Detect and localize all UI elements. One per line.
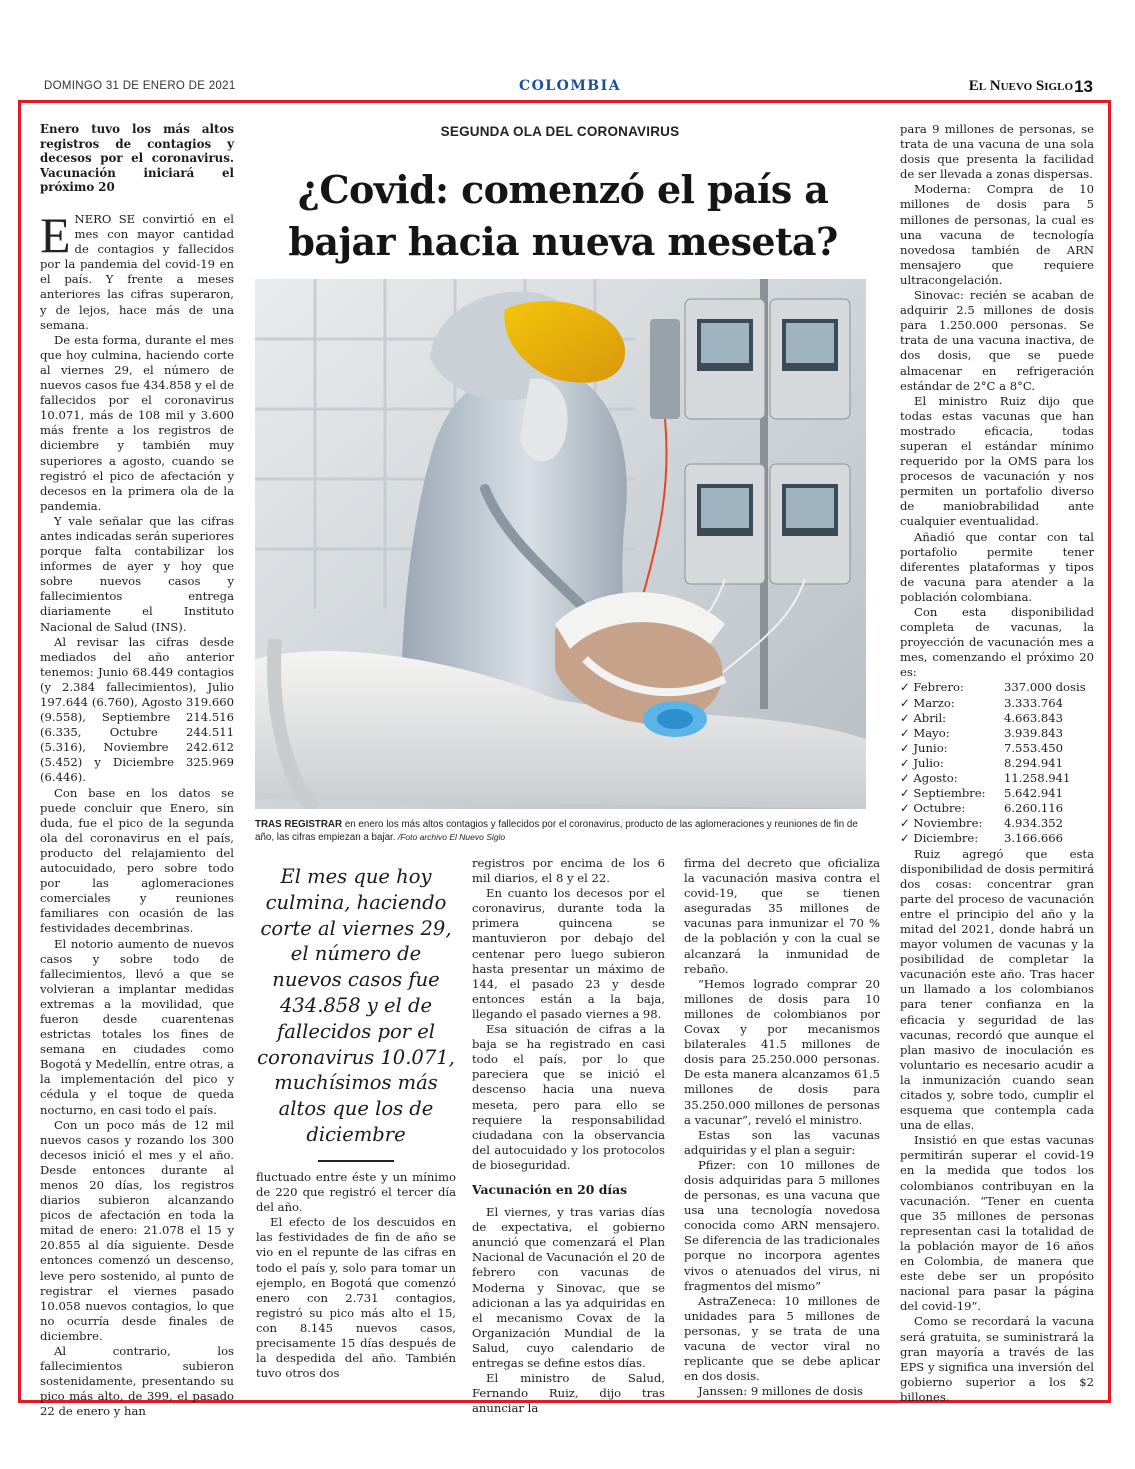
paragraph: “Hemos logrado comprar 20 millones de dosis para 10 millones de colombianos por Covax y por mecanismos bilaterales 41.5 millones de dosis para 25.250.000 personas. De esta manera alcanzamos 61.5 millones de dosis para 35.250.000 millones de personas a vacunar”, reveló el ministro. [684, 976, 880, 1127]
paragraph: El viernes, y tras varias días de expectativa, el gobierno anunció que comenzará el Plan Nacional de Vacunación el 20 de febrero con vacunas de Moderna y Sinovac, que se adicionan a las ya adquiridas en el mecanismo Covax de la Organización Mundial de la Salud, cuyo calendario de entregas se define estos días. [472, 1205, 665, 1370]
article-headline [258, 164, 868, 268]
schedule-row [900, 741, 1094, 756]
schedule-doses: 3.166.666 [1004, 831, 1064, 846]
schedule-row [900, 801, 1094, 816]
schedule-doses: 5.642.941 [1004, 786, 1064, 801]
pull-quote: El mes que hoy culmina, haciendo corte al viernes 29, el número de nuevos casos fue 434.858 y el de fallecidos por el coronavirus 10.071, muchísimos más altos que los de diciembre [257, 865, 455, 1146]
schedule-row [900, 831, 1094, 846]
schedule-doses: 8.294.941 [1004, 755, 1064, 770]
caption-text: en enero los más altos contagios y fallecidos por el coronavirus, producto de las aglomeraciones y reuniones de fin de año, las cifras empiezan a bajar. [255, 819, 858, 843]
schedule-month: ✓ Junio: [900, 740, 948, 755]
icu-photo-illustration [255, 279, 866, 809]
headline-line-2: bajar hacia nueva meseta? [288, 219, 838, 264]
caption-lead: TRAS REGISTRAR [255, 819, 343, 830]
schedule-month: ✓ Abril: [900, 710, 947, 725]
schedule-row [900, 711, 1094, 726]
schedule-month: ✓ Diciembre: [900, 831, 979, 846]
paragraph: firma del decreto que oficializa la vacunación masiva contra el covid-19, que se tienen aseguradas 35 millones de vacunas para inmunizar el 70 % de la población y con la cual se alcanzará la inmunidad de rebaño. [684, 856, 880, 976]
schedule-row [900, 696, 1094, 711]
paragraph: Al contrario, los fallecimientos subieron sostenidamente, presentando su pico más alto, de 399, el pasado 22 de enero y han [40, 1344, 234, 1419]
paragraph: El efecto de los descuidos en las festividades de fin de año se vio en el repunte de las cifras en todo el país y, solo para tomar un ejemplo, en Bogotá que comenzó enero con 2.731 contagios, registró su pico más alto el 15, con 8.145 nuevos casos, precisamente 15 días después de la despedida del año. También tuvo otros dos [256, 1215, 456, 1381]
schedule-row [900, 680, 1094, 695]
paragraph: Ruiz agregó que esta disponibilidad de dosis permitirá dos cosas: concentrar gran parte del proceso de vacunación entre el principio del año y la mitad del 2021, donde habrá un mayor volumen de vacunas y la posibilidad de completar la vacunación este año. Tras hacer un llamado a los colombianos para tener confianza en la eficacia y seguridad de las vacunas, recordó que aunque el plan masivo de inoculación es voluntario es necesario acudir a la inmunización cuando sean citados y, sobre todo, cumplir el esquema que contempla cada una de ellas. [900, 846, 1094, 1133]
paragraph: Con esta disponibilidad completa de vacunas, la proyección de vacunación mes a mes, comenzando el próximo 20 es: [900, 605, 1094, 680]
paragraph: Con un poco más de 12 mil nuevos casos y rozando los 300 decesos inició el mes y el año. Desde entonces durante al menos 20 días, los registros diarios subieron alcanzando picos de afectación en toda la mitad de enero: 21.078 el 15 y 20.855 al día siguiente. Desde entonces comenzó un descenso, leve pero sostenido, al punto de registrar el viernes pasado 10.058 nuevos contagios, lo que no ocurría desde finales de diciembre. [40, 1117, 234, 1343]
article-column-3 [472, 856, 665, 1416]
paragraph: Y vale señalar que las cifras antes indicadas serán superiores porque falta contabilizar los informes de ayer y hoy que sobre nuevos casos y fallecimientos entrega diariamente el Instituto Nacional de Salud (INS). [40, 513, 234, 634]
article-column-5 [900, 122, 1094, 1405]
schedule-month: ✓ Febrero: [900, 680, 964, 695]
paragraph: El ministro Ruiz dijo que todas estas vacunas que han mostrado eficacia, todas superan el estándar mínimo requerido por la OMS para los procesos de vacunación y nos permiten un portafolio diverso de maniobrabilidad ante cualquier eventualidad. [900, 393, 1094, 529]
schedule-doses: 3.333.764 [1004, 695, 1064, 710]
paragraph: De esta forma, durante el mes que hoy culmina, haciendo corte al viernes 29, el número de nuevos casos fue 434.858 y el de fallecidos por el coronavirus 10.071, más de 108 mil y 3.600 más frente a los registros de diciembre y también muy superiores a agosto, cuando se registró el pico de afectación y decesos en la primera ola de la pandemia. [40, 332, 234, 513]
article-column-1 [40, 207, 234, 1420]
section-name: COLOMBIA [518, 78, 622, 94]
schedule-doses: 4.934.352 [1004, 816, 1064, 831]
schedule-doses: 7.553.450 [1004, 740, 1064, 755]
paragraph: registros por encima de los 6 mil diarios, el 8 y el 22. [472, 856, 665, 886]
schedule-row [900, 726, 1094, 741]
paragraph: AstraZeneca: 10 millones de unidades para 5 millones de personas, y se trata de una vacuna de vector viral no replicante que se debe aplicar en dos dosis. [684, 1293, 880, 1384]
paragraph: Como se recordará la vacuna será gratuita, se suministrará la gran mayoría a través de las EPS y significa una inversión del gobierno superior a los $2 billones. [900, 1314, 1094, 1404]
paragraph: para 9 millones de personas, se trata de una vacuna de una sola dosis que presenta la facilidad de ser llevada a zonas dispersas. [900, 122, 1094, 182]
paragraph: ENERO SE convirtió en el mes con mayor cantidad de contagios y fallecidos por la pandemia del covid-19 en el país. Y frente a meses anteriores las cifras superaron, y de lejos, hace más de una semana. [40, 207, 234, 332]
paragraph: Al revisar las cifras desde mediados del año anterior tenemos: Junio 68.449 contagios (y 2.384 fallecimientos), Julio 197.644 (6.760), Agosto 319.660 (9.558), Septiembre 214.516 (6.335, Octubre 244.511 (5.316), Noviembre 242.612 (5.452) y Diciembre 325.969 (6.446). [40, 634, 234, 785]
pull-quote-divider [318, 1160, 394, 1162]
paragraph: Sinovac: recién se acaban de adquirir 2.5 millones de dosis para 1.250.000 personas. Se trata de una vacuna inactiva, de dos dosis, que se puede almacenar en refrigeración estándar de 2°C a 8°C. [900, 288, 1094, 393]
schedule-doses: 337.000 dosis [1004, 680, 1086, 695]
page-number: 13 [1074, 77, 1093, 96]
section-subhead: Vacunación en 20 días [472, 1181, 628, 1197]
schedule-month: ✓ Marzo: [900, 695, 955, 710]
paragraph: Pfizer: con 10 millones de dosis adquiridas para 5 millones de personas, es una vacuna que usa una tecnología novedosa conocida como ARN mensajero. Se diferencia de las tradicionales porque no incorpora agentes vivos o atenuados del virus, ni fragmentos del mismo” [684, 1157, 880, 1293]
article-lead: Enero tuvo los más altos registros de contagios y decesos por el coronavirus. Vacunación iniciará el próximo 20 [40, 122, 234, 195]
schedule-month: ✓ Septiembre: [900, 786, 986, 801]
schedule-month: ✓ Mayo: [900, 725, 950, 740]
schedule-doses: 6.260.116 [1004, 801, 1064, 816]
paragraph: El notorio aumento de nuevos casos y sobre todo de fallecimientos, llevó a que se volvieran a implantar medidas extremas a la movilidad, que fueron desde cuarentenas estrictas totales los fines de semana en ciudades como Bogotá y Medellín, entre otras, a la implementación del pico y cédula y el toque de queda nocturno, en casi todo el país. [40, 936, 234, 1117]
paragraph: Insistió en que estas vacunas permitirán superar el covid-19 en la medida que todos los colombianos contribuyan en la vacunación. “Tener en cuenta que 35 millones de personas representan casi la totalidad de la población mayor de 16 años en Colombia, de manera que este debe ser un propósito nacional para pasar la página del covid-19”. [900, 1133, 1094, 1314]
paragraph: Moderna: Compra de 10 millones de dosis para 5 millones de personas, la cual es una vacuna de tecnología novedosa también de ARN mensajero que requiere ultracongelación. [900, 182, 1094, 287]
schedule-row [900, 786, 1094, 801]
schedule-month: ✓ Agosto: [900, 771, 958, 786]
schedule-row [900, 756, 1094, 771]
newspaper-name: El Nuevo Siglo [968, 78, 1073, 94]
paragraph: En cuanto los decesos por el coronavirus, durante toda la primera quincena se mantuvieron por debajo del centenar pero luego subieron hasta presentar un máximo de 144, el pasado 23 y desde entonces están a la baja, llegando el pasado viernes a 98. [472, 886, 665, 1021]
article-photo [255, 279, 866, 809]
article-column-4 [684, 856, 880, 1399]
schedule-month: ✓ Julio: [900, 755, 944, 770]
paragraph: El ministro de Salud, Fernando Ruiz, dijo tras anunciar la [472, 1371, 665, 1416]
article-column-2 [256, 1170, 456, 1381]
paragraph: Janssen: 9 millones de dosis [698, 1384, 863, 1399]
paragraph: Añadió que contar con tal portafolio permite tener diferentes plataformas y tipos de vacuna para atender a la población colombiana. [900, 529, 1094, 604]
schedule-month: ✓ Noviembre: [900, 816, 983, 831]
drop-cap: E [40, 207, 71, 263]
vaccination-schedule [900, 680, 1094, 846]
photo-caption [255, 818, 870, 844]
paragraph: Con base en los datos se puede concluir que Enero, sin duda, fue el pico de la segunda ola del coronavirus en el país, producto del relajamiento del autocuidado, pero sobre todo por las aglomeraciones comerciales y reuniones familiares con ocasión de las festividades decembrinas. [40, 785, 234, 936]
schedule-doses: 3.939.843 [1004, 725, 1064, 740]
page-header [0, 78, 1135, 100]
paragraph: Esa situación de cifras a la baja se ha registrado en casi todo el país, por lo que pareciera que se inició el descenso hacia una nueva meseta, pero para ello se requiere la responsabilidad ciudadana con la observancia del autocuidado y los protocolos de bioseguridad. [472, 1022, 665, 1172]
photo-credit: /Foto archivo El Nuevo Siglo [395, 832, 506, 842]
headline-line-1: ¿Covid: comenzó el país a [297, 167, 829, 212]
schedule-doses: 4.663.843 [1004, 710, 1064, 725]
schedule-row [900, 816, 1094, 831]
article-kicker: SEGUNDA OLA DEL CORONAVIRUS [440, 124, 680, 139]
schedule-doses: 11.258.941 [1004, 771, 1071, 786]
schedule-month: ✓ Octubre: [900, 801, 966, 816]
schedule-row [900, 771, 1094, 786]
issue-date: DOMINGO 31 DE ENERO DE 2021 [44, 80, 236, 92]
paragraph: fluctuado entre éste y un mínimo de 220 que registró el tercer día del año. [256, 1170, 456, 1215]
paragraph: Estas son las vacunas adquiridas y el plan a seguir: [684, 1127, 880, 1157]
